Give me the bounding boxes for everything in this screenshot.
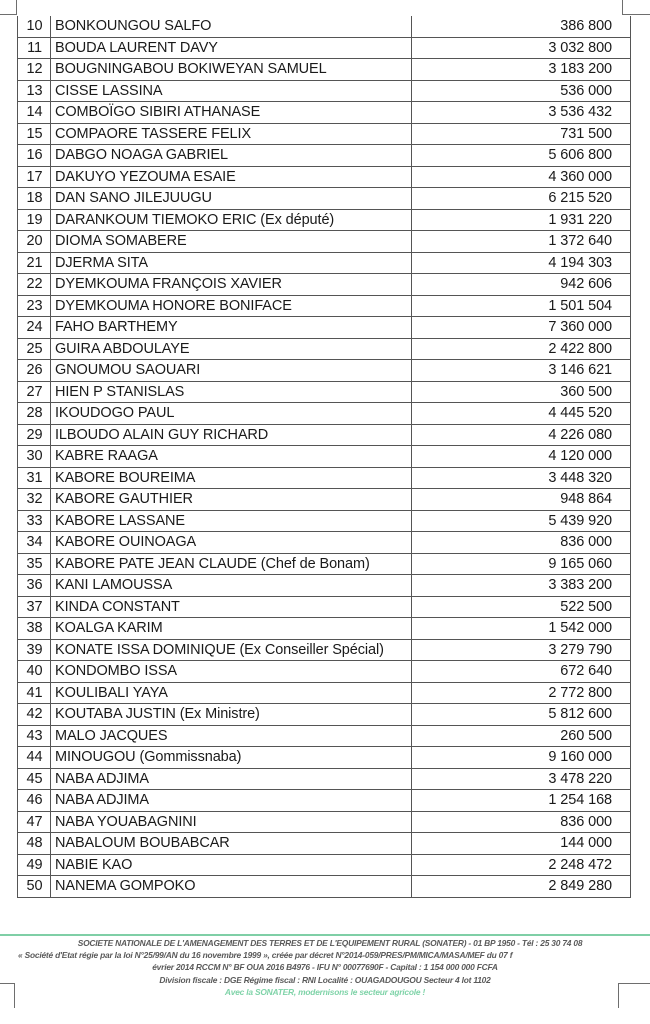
crop-mark-top-right: [622, 0, 650, 15]
table-row: [18, 231, 631, 253]
row-amount: 731 500: [412, 123, 631, 145]
row-name: KONDOMBO ISSA: [51, 661, 412, 683]
row-amount: 3 279 790: [412, 639, 631, 661]
row-number: 46: [18, 790, 51, 812]
row-name: KABORE GAUTHIER: [51, 489, 412, 511]
row-number: 25: [18, 338, 51, 360]
row-name: COMBOÏGO SIBIRI ATHANASE: [51, 102, 412, 124]
row-name: KABORE LASSANE: [51, 510, 412, 532]
row-name: BOUGNINGABOU BOKIWEYAN SAMUEL: [51, 59, 412, 81]
row-name: DJERMA SITA: [51, 252, 412, 274]
row-amount: 1 372 640: [412, 231, 631, 253]
row-amount: 4 445 520: [412, 403, 631, 425]
table-row: [18, 59, 631, 81]
row-amount: 3 032 800: [412, 37, 631, 59]
row-number: 41: [18, 682, 51, 704]
row-name: DAN SANO JILEJUUGU: [51, 188, 412, 210]
row-name: KINDA CONSTANT: [51, 596, 412, 618]
table-row: [18, 446, 631, 468]
row-name: DIOMA SOMABERE: [51, 231, 412, 253]
row-name: DAKUYO YEZOUMA ESAIE: [51, 166, 412, 188]
row-number: 32: [18, 489, 51, 511]
row-name: ILBOUDO ALAIN GUY RICHARD: [51, 424, 412, 446]
table-row: [18, 811, 631, 833]
row-number: 19: [18, 209, 51, 231]
table-row: [18, 274, 631, 296]
row-name: NABA ADJIMA: [51, 790, 412, 812]
table-row: [18, 295, 631, 317]
row-amount: 522 500: [412, 596, 631, 618]
row-amount: 3 183 200: [412, 59, 631, 81]
row-name: IKOUDOGO PAUL: [51, 403, 412, 425]
table-row: [18, 123, 631, 145]
row-name: KABORE OUINOAGA: [51, 532, 412, 554]
table-row: [18, 166, 631, 188]
row-name: NABIE KAO: [51, 854, 412, 876]
row-amount: 6 215 520: [412, 188, 631, 210]
row-number: 16: [18, 145, 51, 167]
table-row: [18, 725, 631, 747]
row-number: 36: [18, 575, 51, 597]
row-amount: 4 226 080: [412, 424, 631, 446]
table-row: [18, 424, 631, 446]
row-number: 22: [18, 274, 51, 296]
row-number: 26: [18, 360, 51, 382]
row-number: 38: [18, 618, 51, 640]
row-name: KOULIBALI YAYA: [51, 682, 412, 704]
row-name: NABALOUM BOUBABCAR: [51, 833, 412, 855]
row-name: KOUTABA JUSTIN (Ex Ministre): [51, 704, 412, 726]
row-name: HIEN P STANISLAS: [51, 381, 412, 403]
table-body: [18, 16, 631, 897]
row-name: KABRE RAAGA: [51, 446, 412, 468]
row-amount: 5 812 600: [412, 704, 631, 726]
row-amount: 5 439 920: [412, 510, 631, 532]
table-row: [18, 467, 631, 489]
beneficiary-table: [17, 16, 631, 898]
row-name: KABORE BOUREIMA: [51, 467, 412, 489]
row-number: 13: [18, 80, 51, 102]
table-row: [18, 252, 631, 274]
row-number: 49: [18, 854, 51, 876]
row-name: BOUDA LAURENT DAVY: [51, 37, 412, 59]
row-amount: 836 000: [412, 811, 631, 833]
row-name: KABORE PATE JEAN CLAUDE (Chef de Bonam): [51, 553, 412, 575]
table-row: [18, 37, 631, 59]
table-row: [18, 575, 631, 597]
row-amount: 9 160 000: [412, 747, 631, 769]
row-amount: 948 864: [412, 489, 631, 511]
row-name: BONKOUNGOU SALFO: [51, 16, 412, 37]
row-number: 18: [18, 188, 51, 210]
row-name: DYEMKOUMA FRANÇOIS XAVIER: [51, 274, 412, 296]
table-row: [18, 639, 631, 661]
row-number: 30: [18, 446, 51, 468]
table-row: [18, 188, 631, 210]
table-row: [18, 854, 631, 876]
row-number: 43: [18, 725, 51, 747]
row-number: 20: [18, 231, 51, 253]
row-name: GNOUMOU SAOUARI: [51, 360, 412, 382]
row-amount: 4 194 303: [412, 252, 631, 274]
table-row: [18, 403, 631, 425]
row-name: CISSE LASSINA: [51, 80, 412, 102]
footer-tax-info: Division fiscale : DGE Régime fiscal : RNI Localité : OUAGADOUGOU Secteur 4 lot 1102: [159, 974, 491, 985]
row-name: KOALGA KARIM: [51, 618, 412, 640]
row-amount: 260 500: [412, 725, 631, 747]
table-row: [18, 596, 631, 618]
row-name: GUIRA ABDOULAYE: [51, 338, 412, 360]
row-name: KANI LAMOUSSA: [51, 575, 412, 597]
row-amount: 2 849 280: [412, 876, 631, 898]
row-number: 12: [18, 59, 51, 81]
table-row: [18, 80, 631, 102]
row-number: 27: [18, 381, 51, 403]
row-number: 10: [18, 16, 51, 37]
row-name: FAHO BARTHEMY: [51, 317, 412, 339]
row-number: 23: [18, 295, 51, 317]
row-name: DARANKOUM TIEMOKO ERIC (Ex député): [51, 209, 412, 231]
row-amount: 672 640: [412, 661, 631, 683]
table-row: [18, 532, 631, 554]
footer-company-name: SOCIETE NATIONALE DE L'AMENAGEMENT DES TERRES ET DE L'EQUIPEMENT RURAL (SONATER) - 01 BP 1950 - Tél : 25 30 74 08: [77, 938, 583, 948]
table-row: [18, 661, 631, 683]
row-number: 33: [18, 510, 51, 532]
table-row: [18, 876, 631, 898]
row-amount: 7 360 000: [412, 317, 631, 339]
row-amount: 1 254 168: [412, 790, 631, 812]
row-number: 35: [18, 553, 51, 575]
row-number: 15: [18, 123, 51, 145]
row-amount: 536 000: [412, 80, 631, 102]
row-number: 28: [18, 403, 51, 425]
row-amount: 3 536 432: [412, 102, 631, 124]
row-amount: 836 000: [412, 532, 631, 554]
row-name: KONATE ISSA DOMINIQUE (Ex Conseiller Spécial): [51, 639, 412, 661]
row-name: NABA ADJIMA: [51, 768, 412, 790]
row-number: 40: [18, 661, 51, 683]
row-amount: 1 501 504: [412, 295, 631, 317]
row-name: NANEMA GOMPOKO: [51, 876, 412, 898]
table-row: [18, 833, 631, 855]
beneficiary-table-wrapper: [17, 16, 631, 898]
row-amount: 5 606 800: [412, 145, 631, 167]
table-row: [18, 209, 631, 231]
row-number: 34: [18, 532, 51, 554]
row-name: MINOUGOU (Gommissnaba): [51, 747, 412, 769]
row-amount: 386 800: [412, 16, 631, 37]
table-row: [18, 510, 631, 532]
crop-mark-top-left: [0, 0, 17, 15]
footer-slogan: Avec la SONATER, modernisons le secteur agricole !: [224, 986, 426, 997]
row-name: DABGO NOAGA GABRIEL: [51, 145, 412, 167]
row-amount: 3 146 621: [412, 360, 631, 382]
row-amount: 3 448 320: [412, 467, 631, 489]
table-row: [18, 317, 631, 339]
footer-divider: [0, 934, 650, 936]
row-number: 39: [18, 639, 51, 661]
table-row: [18, 768, 631, 790]
row-amount: 1 931 220: [412, 209, 631, 231]
row-amount: 942 606: [412, 274, 631, 296]
footer-legal-status: « Société d'Etat régie par la loi N°25/99/AN du 16 novembre 1999 », créée par décret N°2014-059/PRES/PM/MICA/MASA/MEF du 07 f: [18, 950, 513, 961]
row-number: 44: [18, 747, 51, 769]
table-row: [18, 704, 631, 726]
row-amount: 360 500: [412, 381, 631, 403]
row-number: 11: [18, 37, 51, 59]
row-amount: 2 772 800: [412, 682, 631, 704]
row-number: 17: [18, 166, 51, 188]
row-number: 50: [18, 876, 51, 898]
row-name: MALO JACQUES: [51, 725, 412, 747]
row-name: DYEMKOUMA HONORE BONIFACE: [51, 295, 412, 317]
row-number: 37: [18, 596, 51, 618]
row-amount: 4 360 000: [412, 166, 631, 188]
row-name: COMPAORE TASSERE FELIX: [51, 123, 412, 145]
row-number: 31: [18, 467, 51, 489]
row-number: 42: [18, 704, 51, 726]
row-amount: 2 422 800: [412, 338, 631, 360]
row-number: 14: [18, 102, 51, 124]
table-row: [18, 360, 631, 382]
row-amount: 144 000: [412, 833, 631, 855]
footer-registration: évrier 2014 RCCM N° BF OUA 2016 B4976 - IFU N° 00077690F - Capital : 1 154 000 000 FCFA: [152, 962, 498, 973]
table-row: [18, 16, 631, 37]
table-row: [18, 553, 631, 575]
row-number: 45: [18, 768, 51, 790]
row-amount: 9 165 060: [412, 553, 631, 575]
table-row: [18, 682, 631, 704]
row-amount: 1 542 000: [412, 618, 631, 640]
row-name: NABA YOUABAGNINI: [51, 811, 412, 833]
company-footer: [0, 937, 650, 998]
row-amount: 4 120 000: [412, 446, 631, 468]
table-row: [18, 790, 631, 812]
table-row: [18, 102, 631, 124]
table-row: [18, 338, 631, 360]
table-row: [18, 145, 631, 167]
row-amount: 3 478 220: [412, 768, 631, 790]
table-row: [18, 618, 631, 640]
row-number: 48: [18, 833, 51, 855]
row-number: 47: [18, 811, 51, 833]
table-row: [18, 489, 631, 511]
row-amount: 3 383 200: [412, 575, 631, 597]
table-row: [18, 381, 631, 403]
row-number: 29: [18, 424, 51, 446]
row-number: 24: [18, 317, 51, 339]
row-amount: 2 248 472: [412, 854, 631, 876]
row-number: 21: [18, 252, 51, 274]
table-row: [18, 747, 631, 769]
